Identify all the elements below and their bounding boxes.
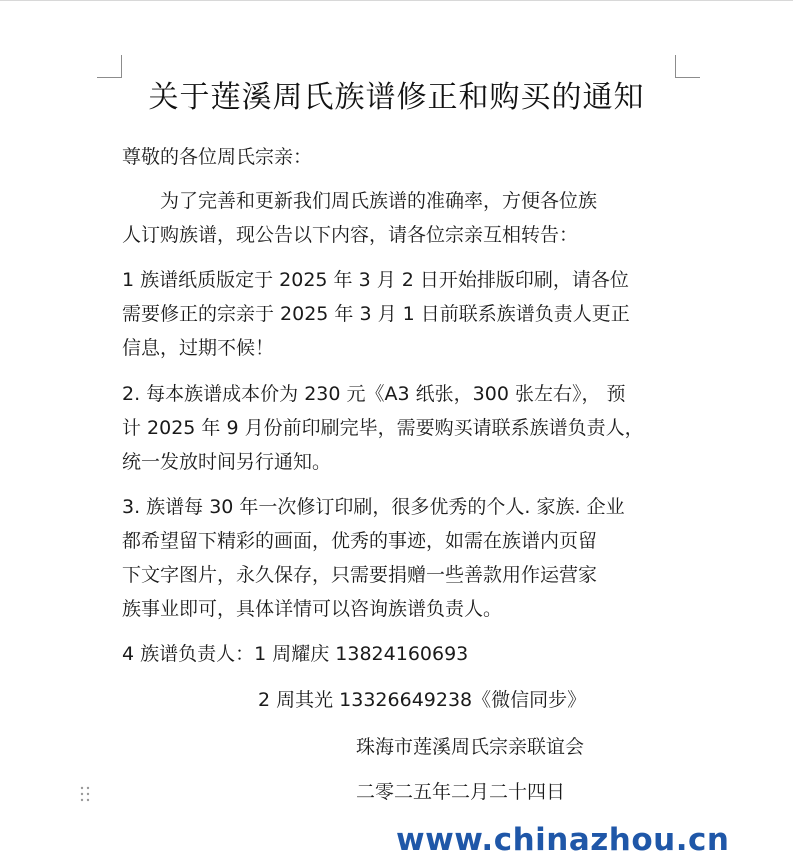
item3-line-2: 都希望留下精彩的画面，优秀的事迹，如需在族谱内页留 [122, 530, 598, 552]
contact-line-2: 2 周其光 13326649238《微信同步》 [258, 689, 587, 711]
margin-corner-mark-right [675, 55, 700, 78]
item3-line-1: 3. 族谱每 30 年一次修订印刷，很多优秀的个人. 家族. 企业 [122, 496, 625, 518]
item3-line-3: 下文字图片，永久保存，只需要捐赠一些善款用作运营家 [122, 564, 598, 586]
item2-line-2: 计 2025 年 9 月份前印刷完毕，需要购买请联系族谱负责人， [122, 417, 644, 439]
page-top-border [0, 0, 793, 1]
drag-handle-icon[interactable] [80, 786, 90, 802]
item3-line-4: 族事业即可，具体详情可以咨询族谱负责人。 [122, 598, 503, 620]
item1-line-1: 1 族谱纸质版定于 2025 年 3 月 2 日开始排版印刷，请各位 [122, 269, 629, 291]
document-title: 关于莲溪周氏族谱修正和购买的通知 [148, 80, 645, 115]
item2-line-3: 统一发放时间另行通知。 [122, 451, 332, 473]
signature-org: 珠海市莲溪周氏宗亲联谊会 [356, 736, 585, 758]
contact-line-1: 4 族谱负责人：1 周耀庆 13824160693 [122, 643, 469, 665]
intro-line-1: 为了完善和更新我们周氏族谱的准确率，方便各位族 [160, 190, 598, 212]
greeting: 尊敬的各位周氏宗亲： [122, 146, 313, 168]
site-watermark: www.chinazhou.cn [396, 822, 730, 858]
item1-line-2: 需要修正的宗亲于 2025 年 3 月 1 日前联系族谱负责人更正 [122, 303, 630, 325]
item1-line-3: 信息，过期不候！ [122, 337, 275, 359]
intro-line-2: 人订购族谱，现公告以下内容，请各位宗亲互相转告： [122, 224, 579, 246]
signature-date: 二零二五年二月二十四日 [356, 781, 566, 803]
margin-corner-mark-left [97, 55, 122, 78]
item2-line-1: 2. 每本族谱成本价为 230 元《A3 纸张，300 张左右》， 预 [122, 383, 626, 405]
